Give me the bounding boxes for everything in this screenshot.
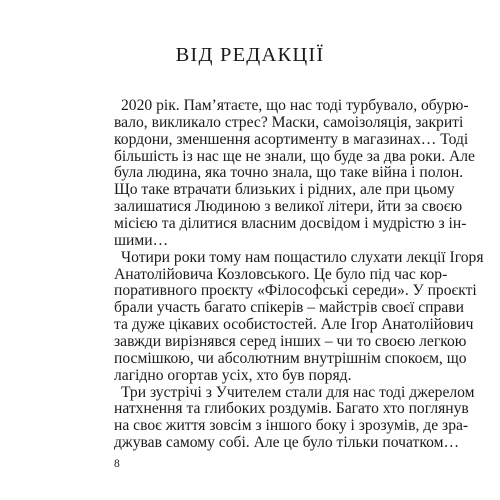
text-line: вало, викликало стрес? Маски, самоізоляція, закриті bbox=[114, 113, 464, 131]
text-line: Три зустрічі з Учителем стали для нас тоді джерелом bbox=[121, 383, 475, 401]
text-line: натхнення та глибоких роздумів. Багато хто поглянув bbox=[114, 400, 469, 418]
text-line: кордони, зменшення асортименту в магазинах… Тоді bbox=[114, 130, 469, 148]
page-number: 8 bbox=[114, 458, 120, 470]
text-line: на своє життя зовсім з іншого боку і зрозумів, де зра- bbox=[114, 417, 469, 435]
text-line: поративного проєкту «Філософські середи». У проєкті bbox=[114, 282, 477, 300]
text-line: була людина, яка точно знала, що таке війна і полон. bbox=[114, 164, 464, 182]
text-line: шими… bbox=[114, 231, 169, 249]
text-line: завжди вирізнявся серед інших – чи то своєю легкою bbox=[114, 333, 467, 350]
text-line: залишатися Людиною з великої літери, йти за своєю bbox=[114, 198, 463, 216]
text-line: 2020 рік. Пам’ятаєте, що нас тоді турбувало, обурю- bbox=[121, 97, 469, 114]
page-title: ВІД РЕДАКЦІЇ bbox=[175, 44, 325, 66]
text-line: Чотири роки тому нам пощастило слухати лекції Ігоря bbox=[121, 248, 484, 266]
text-line: посмішкою, чи абсолютним внутрішнім спокоєм, що bbox=[114, 349, 467, 367]
text-line: та дуже цікавих особистостей. Але Ігор Анатолійович bbox=[114, 316, 474, 334]
text-line: Що таке втрачати близьких і рідних, але при цьому bbox=[114, 181, 455, 199]
text-line: брали участь багато спікерів – майстрів своєї справи bbox=[114, 299, 464, 317]
text-line: джував самому собі. Але це було тільки початком… bbox=[114, 434, 460, 452]
text-line: Анатолійовича Козловського. Це було під час кор- bbox=[114, 265, 448, 283]
text-line: лагідно огортав усіх, хто був поряд. bbox=[114, 366, 352, 384]
text-line: більшість із нас ще не знали, що буде за два роки. Але bbox=[114, 147, 475, 165]
text-line: місією та ділитися власним досвідом і мудрістю з ін- bbox=[114, 215, 467, 232]
